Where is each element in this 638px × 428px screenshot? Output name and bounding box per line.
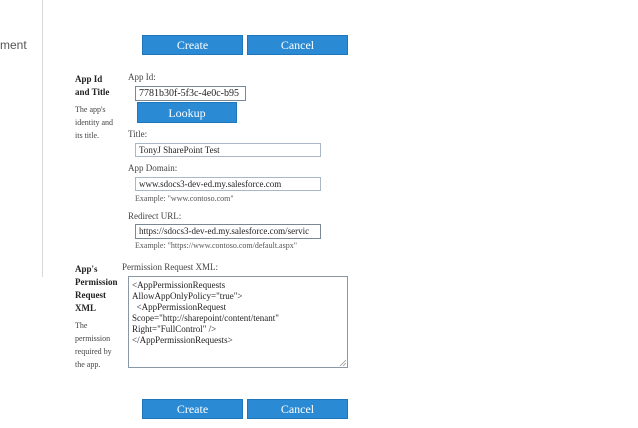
section-permission-title-line2: Permission [75,277,118,287]
cancel-button-top[interactable]: Cancel [247,35,348,55]
create-button-bottom[interactable]: Create [142,399,243,419]
section-app-id-desc-line3: its title. [75,131,99,140]
app-id-input[interactable]: 7781b30f-5f3c-4e0c-b95 [135,86,246,101]
section-permission-header [75,263,127,371]
app-domain-input[interactable]: www.sdocs3-dev-ed.my.salesforce.com [135,177,321,191]
section-permission-desc-line1: The [75,321,88,330]
app-id-label: App Id: [128,72,156,82]
permission-xml-line: Scope="http://sharepoint/content/tenant" [132,313,279,323]
resize-grip-icon[interactable] [339,359,346,366]
section-permission-desc-line3: required by [75,347,112,356]
permission-xml-label: Permission Request XML: [122,262,218,272]
permission-xml-line: <AppPermissionRequest [132,302,227,312]
section-permission-title-line3: Request [75,290,106,300]
redirect-url-input[interactable]: https://sdocs3-dev-ed.my.salesforce.com/servic [135,224,321,239]
section-app-id-desc-line1: The app's [75,105,106,114]
left-nav-item-fragment[interactable]: ment [0,38,27,52]
section-permission-title-line1: App's [75,264,98,274]
lookup-button[interactable]: Lookup [137,102,237,123]
create-button-top[interactable]: Create [142,35,243,55]
title-input[interactable]: TonyJ SharePoint Test [135,143,321,157]
cancel-button-bottom[interactable]: Cancel [247,399,348,419]
section-permission-desc-line4: the app. [75,360,101,369]
redirect-url-example: Example: "https://www.contoso.com/default.aspx" [135,241,297,250]
permission-xml-line: <AppPermissionRequests [132,280,226,290]
section-app-id-title-line2: and Title [75,87,110,97]
permission-xml-line: </AppPermissionRequests> [132,335,233,345]
section-app-id-header [75,73,127,142]
app-domain-example: Example: "www.contoso.com" [135,194,234,203]
section-app-id-title-line1: App Id [75,74,103,84]
permission-xml-textarea[interactable] [128,276,348,368]
section-permission-title-line4: XML [75,303,96,313]
section-permission-desc-line2: permission [75,334,111,343]
permission-xml-line: Right="FullControl" /> [132,324,217,334]
left-nav-divider [42,0,43,277]
section-app-id-desc-line2: identity and [75,118,113,127]
title-label: Title: [128,129,148,139]
redirect-url-label: Redirect URL: [128,211,182,221]
app-domain-label: App Domain: [128,163,178,173]
permission-xml-line: AllowAppOnlyPolicy="true"> [132,291,243,301]
